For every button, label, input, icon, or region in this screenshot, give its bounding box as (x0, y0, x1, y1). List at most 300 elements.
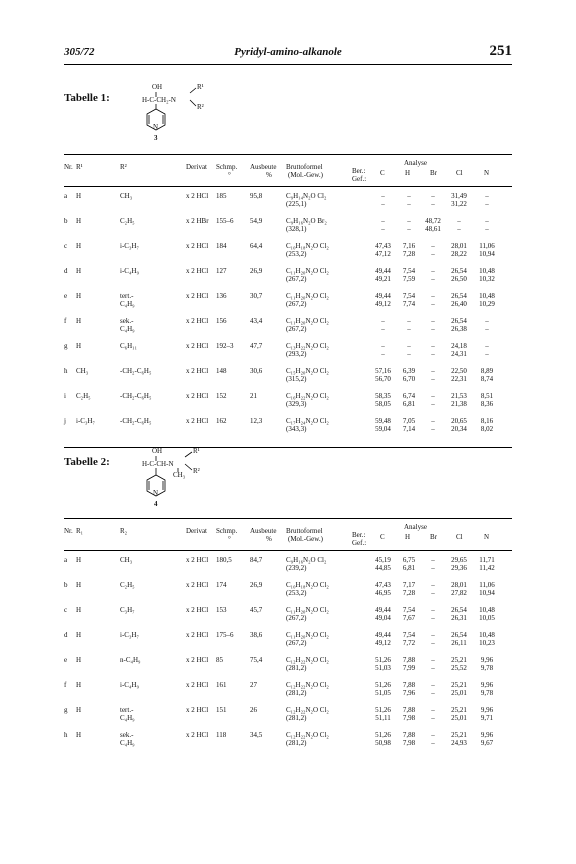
cell-ausbeute: 30,6 (250, 367, 263, 375)
cell-gef-br: 48,61 (425, 225, 441, 233)
col-formel-sub: (Mol.-Gew.) (288, 535, 323, 543)
table-row (64, 631, 512, 659)
cell-nr: g (64, 342, 68, 350)
table-row (64, 731, 512, 759)
r1-label: R¹ (197, 83, 204, 91)
cell-ausbeute: 27 (250, 681, 257, 689)
cell-mw: (281,2) (286, 739, 307, 747)
cell-r2: C₃H₇ (120, 606, 135, 614)
col-gef: Gef.: (352, 175, 367, 183)
cell-schmp: 162 (216, 417, 227, 425)
col-ausbeute: Ausbeute (250, 163, 277, 171)
cell-gef-h: 6,81 (402, 400, 416, 408)
cell-ber-br: – (431, 192, 435, 200)
compound-number: 3 (154, 134, 158, 142)
cell-r2: CH₃ (120, 192, 133, 200)
cell-formel: C₁₀H₁₈N₂O Cl₂ (286, 242, 329, 250)
structure-2-bonds (140, 448, 220, 510)
cell-ber-h: – (407, 317, 411, 325)
cell-ausbeute: 26,9 (250, 581, 263, 589)
cell-ber-h: – (407, 342, 411, 350)
cell-gef-cl: – (457, 225, 461, 233)
cell-nr: b (64, 581, 68, 589)
cell-gef-cl: 21,38 (451, 400, 467, 408)
cell-r2: i-C₃H₇ (120, 242, 139, 250)
cell-gef-c: 51,11 (375, 714, 391, 722)
cell-gef-cl: 28,22 (451, 250, 467, 258)
cell-mw: (267,2) (286, 275, 307, 283)
col-derivat: Derivat (186, 527, 207, 535)
pyridine-nitrogen-label: N (153, 123, 159, 131)
cell-gef-cl: 31,22 (451, 200, 467, 208)
cell-ber-cl: 24,18 (451, 342, 467, 350)
cell-ber-br: – (431, 342, 435, 350)
cell-mw: (267,2) (286, 300, 307, 308)
cell-r2: C₆H₁₁ (120, 342, 138, 350)
cell-ber-br: – (431, 242, 435, 250)
cell-ausbeute: 38,6 (250, 631, 263, 639)
cell-gef-c: 49,04 (375, 614, 391, 622)
table-row (64, 192, 512, 220)
cell-gef-cl: 24,93 (451, 739, 467, 747)
cell-mw: (281,2) (286, 714, 307, 722)
cell-derivat: x 2 HCl (186, 731, 209, 739)
table-row (64, 417, 512, 445)
cell-gef-n: 9,67 (480, 739, 494, 747)
cell-r1: H (76, 656, 82, 664)
cell-r1: H (76, 267, 82, 275)
journal-reference: 305/72 (64, 46, 95, 58)
cell-ausbeute: 75,4 (250, 656, 263, 664)
col-analyse: Analyse (404, 523, 427, 531)
cell-gef-c: 56,70 (375, 375, 391, 383)
cell-ber-h: 7,88 (402, 656, 416, 664)
col-formel: Bruttoformel (286, 527, 323, 535)
cell-formel: C₁₁H₂₀N₂O Cl₂ (286, 317, 329, 325)
cell-ber-n: 9,96 (480, 681, 494, 689)
cell-ber-n: 11,06 (479, 242, 495, 250)
cell-gef-n: 8,74 (480, 375, 494, 383)
table-bottom-rule (64, 447, 512, 448)
cell-ber-br: – (431, 731, 435, 739)
col-r2: R₂ (120, 527, 128, 535)
cell-gef-h: – (407, 225, 411, 233)
cell-ausbeute: 95,8 (250, 192, 263, 200)
cell-ber-c: 49,44 (375, 292, 391, 300)
cell-gef-n: 10,29 (479, 300, 495, 308)
cell-r2: i-C₄H₉ (120, 267, 139, 275)
cell-gef-c: 51,03 (375, 664, 391, 672)
cell-ber-cl: 29,65 (451, 556, 467, 564)
cell-gef-n: 11,42 (479, 564, 495, 572)
cell-ber-c: 49,44 (375, 267, 391, 275)
table-header (64, 158, 512, 184)
col-cl: Cl (456, 533, 463, 541)
cell-r1: H (76, 631, 82, 639)
cell-gef-br: – (431, 300, 435, 308)
cell-formel: C₉H₁₆N₂O Cl₂ (286, 556, 327, 564)
cell-ber-cl: 26,54 (451, 606, 467, 614)
cell-gef-c: 44,85 (375, 564, 391, 572)
cell-schmp: 184 (216, 242, 227, 250)
cell-r2: CH₃ (120, 556, 133, 564)
cell-gef-cl: 29,36 (451, 564, 467, 572)
cell-gef-h: 7,28 (402, 250, 416, 258)
cell-gef-c: 50,98 (375, 739, 391, 747)
cell-ber-n: – (485, 217, 489, 225)
cell-ber-n: 10,48 (479, 292, 495, 300)
cell-r2: n-C₄H₉ (120, 656, 141, 664)
cell-nr: a (64, 192, 68, 200)
cell-ber-n: – (485, 192, 489, 200)
cell-gef-c: 49,12 (375, 639, 391, 647)
cell-ber-cl: 25,21 (451, 681, 467, 689)
cell-ber-br: – (431, 267, 435, 275)
cell-ber-n: – (485, 317, 489, 325)
r2-label: R² (197, 103, 204, 111)
table-header-rule (64, 550, 512, 551)
cell-ber-n: 8,51 (480, 392, 494, 400)
cell-formel: C₁₂H₂₂N₂O Cl₂ (286, 706, 329, 714)
cell-ber-c: 45,19 (375, 556, 391, 564)
cell-gef-c: 59,04 (375, 425, 391, 433)
cell-nr: i (64, 392, 66, 400)
running-title: Pyridyl-amino-alkanole (234, 46, 342, 58)
cell-gef-n: 10,05 (479, 614, 495, 622)
hydroxyl-label: OH (152, 447, 163, 455)
cell-mw: (281,2) (286, 664, 307, 672)
cell-r1: H (76, 606, 82, 614)
cell-r2: tert.- (120, 292, 134, 300)
cell-ber-cl: 25,21 (451, 731, 467, 739)
cell-ber-h: 7,88 (402, 731, 416, 739)
cell-nr: g (64, 706, 68, 714)
cell-derivat: x 2 HCl (186, 392, 209, 400)
cell-ber-n: 10,48 (479, 606, 495, 614)
cell-derivat: x 2 HCl (186, 417, 209, 425)
cell-schmp: 118 (216, 731, 227, 739)
cell-gef-n: 8,02 (480, 425, 494, 433)
cell-gef-c: – (381, 350, 385, 358)
cell-ber-br: – (431, 317, 435, 325)
cell-mw: (343,3) (286, 425, 307, 433)
cell-gef-n: – (485, 325, 489, 333)
cell-mw: (267,2) (286, 639, 307, 647)
cell-r2-cont: C₄H₉ (120, 300, 135, 308)
cell-nr: f (64, 681, 67, 689)
cell-gef-c: 47,12 (375, 250, 391, 258)
cell-r2: C₂H₅ (120, 581, 135, 589)
col-nr: Nr. (64, 163, 73, 171)
cell-mw: (267,2) (286, 614, 307, 622)
cell-ber-n: 10,48 (479, 631, 495, 639)
cell-gef-cl: 26,11 (451, 639, 467, 647)
cell-gef-h: – (407, 350, 411, 358)
table-row (64, 292, 512, 320)
col-cl: Cl (456, 169, 463, 177)
cell-ausbeute: 54,9 (250, 217, 263, 225)
col-n: N (484, 533, 490, 541)
cell-derivat: x 2 HCl (186, 342, 209, 350)
cell-gef-br: – (431, 275, 435, 283)
col-br: Br (430, 169, 437, 177)
table-row (64, 317, 512, 345)
cell-gef-n: 10,23 (479, 639, 495, 647)
cell-gef-cl: 26,38 (451, 325, 467, 333)
cell-r1: H (76, 317, 82, 325)
cell-derivat: x 2 HCl (186, 267, 209, 275)
table-row (64, 392, 512, 420)
cell-gef-c: 46,95 (375, 589, 391, 597)
cell-formel: C₁₅H₂₀N₂O Cl₂ (286, 367, 329, 375)
cell-schmp: 127 (216, 267, 227, 275)
cell-mw: (329,3) (286, 400, 307, 408)
cell-gef-cl: 27,82 (451, 589, 467, 597)
cell-ausbeute: 84,7 (250, 556, 263, 564)
cell-formel: C₁₇H₂₄N₂O Cl₂ (286, 417, 329, 425)
cell-gef-h: – (407, 325, 411, 333)
col-gef: Gef.: (352, 539, 367, 547)
cell-derivat: x 2 HCl (186, 192, 209, 200)
cell-ber-br: – (431, 706, 435, 714)
cell-gef-c: – (381, 200, 385, 208)
cell-r1: H (76, 556, 82, 564)
cell-formel: C₁₂H₂₂N₂O Cl₂ (286, 681, 329, 689)
cell-ber-cl: 22,50 (451, 367, 467, 375)
cell-ber-c: – (381, 317, 385, 325)
cell-derivat: x 2 HCl (186, 656, 209, 664)
cell-gef-br: – (431, 689, 435, 697)
cell-derivat: x 2 HCl (186, 581, 209, 589)
col-schmp: Schmp. (216, 163, 238, 171)
cell-gef-c: 49,21 (375, 275, 391, 283)
cell-r2: i-C₄H₉ (120, 681, 139, 689)
cell-nr: e (64, 656, 68, 664)
cell-gef-br: – (431, 714, 435, 722)
cell-gef-cl: 22,31 (451, 375, 467, 383)
table-row (64, 656, 512, 684)
cell-formel: C₁₂H₂₂N₂O Cl₂ (286, 656, 329, 664)
cell-schmp: 151 (216, 706, 227, 714)
cell-mw: (253,2) (286, 589, 307, 597)
cell-ber-br: 48,72 (425, 217, 441, 225)
cell-gef-cl: 24,31 (451, 350, 467, 358)
cell-ausbeute: 12,3 (250, 417, 263, 425)
cell-gef-br: – (431, 425, 435, 433)
cell-ausbeute: 21 (250, 392, 257, 400)
cell-gef-c: 51,05 (375, 689, 391, 697)
cell-ber-h: 7,54 (402, 267, 416, 275)
cell-r2: C₂H₅ (120, 217, 135, 225)
cell-r1: H (76, 681, 82, 689)
col-br: Br (430, 533, 437, 541)
cell-mw: (328,1) (286, 225, 307, 233)
cell-r2: -CH₂-C₆H₅ (120, 392, 152, 400)
cell-gef-n: 10,32 (479, 275, 495, 283)
cell-gef-br: – (431, 325, 435, 333)
cell-formel: C₉H₁₄N₂O Cl₂ (286, 192, 327, 200)
cell-formel: C₁₁H₂₀N₂O Cl₂ (286, 631, 329, 639)
cell-derivat: x 2 HCl (186, 606, 209, 614)
cell-gef-br: – (431, 350, 435, 358)
cell-gef-h: 6,70 (402, 375, 416, 383)
cell-ber-cl: 25,21 (451, 706, 467, 714)
table-top-rule (64, 154, 512, 155)
methyl-label: CH₃ (173, 471, 186, 479)
cell-formel: C₁₃H₂₂N₂O Cl₂ (286, 342, 329, 350)
table-row (64, 217, 512, 245)
cell-ber-cl: 21,53 (451, 392, 467, 400)
cell-ber-n: 9,96 (480, 706, 494, 714)
col-r1: R¹ (76, 163, 83, 171)
cell-mw: (225,1) (286, 200, 307, 208)
cell-ber-h: 6,74 (402, 392, 416, 400)
cell-gef-n: 8,36 (480, 400, 494, 408)
cell-r2-cont: C₄H₉ (120, 714, 135, 722)
cell-gef-h: 7,28 (402, 589, 416, 597)
cell-r2: sek.- (120, 731, 134, 739)
cell-ber-br: – (431, 556, 435, 564)
cell-ber-h: 7,54 (402, 631, 416, 639)
table-row (64, 267, 512, 295)
cell-gef-n: 9,78 (480, 664, 494, 672)
cell-ber-h: 7,88 (402, 681, 416, 689)
cell-derivat: x 2 HCl (186, 367, 209, 375)
cell-schmp: 152 (216, 392, 227, 400)
cell-mw: (239,2) (286, 564, 307, 572)
cell-gef-h: 7,59 (402, 275, 416, 283)
table-1-structure (140, 84, 220, 144)
cell-ber-br: – (431, 392, 435, 400)
col-schmp-unit: ° (228, 171, 231, 179)
cell-gef-h: 7,74 (402, 300, 416, 308)
cell-gef-cl: 25,01 (451, 714, 467, 722)
table-header (64, 522, 512, 548)
cell-ber-c: 58,35 (375, 392, 391, 400)
table-1 (64, 154, 512, 448)
cell-mw: (293,2) (286, 350, 307, 358)
cell-ausbeute: 45,7 (250, 606, 263, 614)
cell-r2: sek.- (120, 317, 134, 325)
cell-gef-cl: 25,01 (451, 689, 467, 697)
cell-ber-c: 51,26 (375, 681, 391, 689)
cell-r2: i-C₃H₇ (120, 631, 139, 639)
table-2 (64, 518, 512, 786)
cell-gef-h: 7,98 (402, 739, 416, 747)
table-1-caption: Tabelle 1: (64, 92, 110, 104)
cell-r1: H (76, 731, 82, 739)
cell-gef-h: 6,81 (402, 564, 416, 572)
cell-ber-c: 49,44 (375, 606, 391, 614)
cell-ber-c: 47,43 (375, 581, 391, 589)
cell-gef-n: 9,71 (480, 714, 494, 722)
cell-schmp: 156 (216, 317, 227, 325)
cell-gef-h: 7,67 (402, 614, 416, 622)
cell-ber-n: 11,06 (479, 581, 495, 589)
cell-schmp: 155–6 (216, 217, 234, 225)
col-ber: Ber.: (352, 531, 366, 539)
cell-ber-h: 7,54 (402, 292, 416, 300)
cell-r2-cont: C₄H₉ (120, 325, 135, 333)
table-header-rule (64, 186, 512, 187)
table-row (64, 242, 512, 270)
cell-gef-c: 49,12 (375, 300, 391, 308)
cell-ber-c: 57,16 (375, 367, 391, 375)
col-c: C (380, 533, 385, 541)
cell-r1: C₂H₅ (76, 392, 91, 400)
cell-ber-br: – (431, 631, 435, 639)
cell-ber-cl: 28,01 (451, 581, 467, 589)
cell-gef-n: – (485, 350, 489, 358)
cell-gef-n: 10,94 (479, 250, 495, 258)
cell-mw: (253,2) (286, 250, 307, 258)
cell-gef-n: 9,78 (480, 689, 494, 697)
cell-ber-h: 7,54 (402, 606, 416, 614)
cell-schmp: 153 (216, 606, 227, 614)
cell-ber-n: 9,96 (480, 731, 494, 739)
cell-gef-n: – (485, 200, 489, 208)
cell-ber-h: 7,17 (402, 581, 416, 589)
cell-ber-h: 6,39 (402, 367, 416, 375)
cell-ausbeute: 30,7 (250, 292, 263, 300)
cell-nr: d (64, 267, 68, 275)
cell-ber-cl: 26,54 (451, 292, 467, 300)
col-ausbeute-unit: % (266, 535, 272, 543)
cell-gef-br: – (431, 639, 435, 647)
cell-gef-cl: 25,52 (451, 664, 467, 672)
hydroxyl-label: OH (152, 83, 163, 91)
cell-r1: H (76, 581, 82, 589)
cell-nr: c (64, 606, 68, 614)
cell-nr: a (64, 556, 68, 564)
cell-gef-h: 7,14 (402, 425, 416, 433)
cell-r2-cont: C₄H₉ (120, 739, 135, 747)
r1-label: R¹ (193, 447, 200, 455)
cell-gef-n: 10,94 (479, 589, 495, 597)
cell-ber-cl: 31,49 (451, 192, 467, 200)
cell-ber-cl: 25,21 (451, 656, 467, 664)
cell-gef-br: – (431, 664, 435, 672)
cell-nr: h (64, 731, 68, 739)
col-analyse: Analyse (404, 159, 427, 167)
cell-ausbeute: 26 (250, 706, 257, 714)
cell-ber-br: – (431, 581, 435, 589)
col-r2: R² (120, 163, 127, 171)
cell-r2: -CH₂-C₆H₅ (120, 417, 152, 425)
cell-ber-n: 11,71 (479, 556, 495, 564)
cell-schmp: 175–6 (216, 631, 234, 639)
cell-formel: C₁₁H₂₀N₂O Cl₂ (286, 606, 329, 614)
cell-r1: H (76, 242, 82, 250)
cell-derivat: x 2 HCl (186, 706, 209, 714)
cell-gef-br: – (431, 614, 435, 622)
cell-mw: (315,2) (286, 375, 307, 383)
cell-derivat: x 2 HCl (186, 292, 209, 300)
cell-mw: (281,2) (286, 689, 307, 697)
col-schmp-unit: ° (228, 535, 231, 543)
compound-number: 4 (154, 500, 158, 508)
cell-gef-cl: 20,34 (451, 425, 467, 433)
cell-formel: C₁₁H₂₀N₂O Cl₂ (286, 292, 329, 300)
cell-ber-br: – (431, 656, 435, 664)
cell-r1: H (76, 292, 82, 300)
col-derivat: Derivat (186, 163, 207, 171)
cell-gef-br: – (431, 400, 435, 408)
cell-ber-n: 9,96 (480, 656, 494, 664)
cell-ber-br: – (431, 681, 435, 689)
cell-ber-n: 8,16 (480, 417, 494, 425)
cell-r1: H (76, 706, 82, 714)
